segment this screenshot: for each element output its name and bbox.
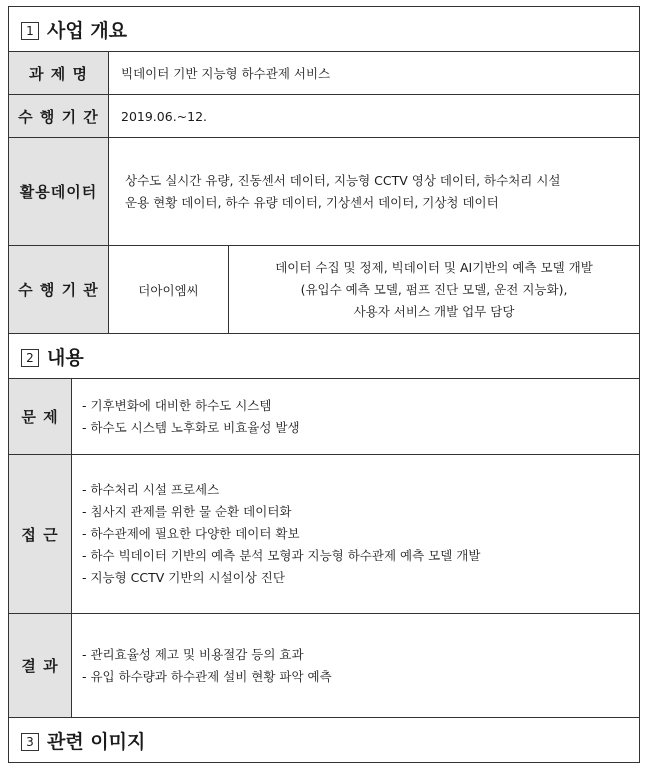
- approach-list: [72, 479, 639, 589]
- section-overview-title: 사업 개요: [47, 19, 128, 42]
- section-number-2: 2: [21, 349, 39, 367]
- org-label: 수 행 기 관: [9, 246, 109, 334]
- section-images-header: [9, 718, 640, 763]
- approach-value: [72, 455, 640, 614]
- section-images-title: 관련 이미지: [47, 730, 146, 753]
- data-used-line: 상수도 실시간 유량, 진동센서 데이터, 지능형 CCTV 영상 데이터, 하수처리 시설: [125, 172, 561, 188]
- org-role-line: (유입수 예측 모델, 펌프 진단 모델, 운전 지능화),: [300, 281, 568, 297]
- list-item: - 침사지 관제를 위한 물 순환 데이터화: [82, 501, 639, 523]
- org-role: [229, 246, 640, 334]
- list-item: - 하수도 시스템 노후화로 비효율성 발생: [82, 417, 639, 439]
- data-used-value: [109, 138, 640, 246]
- result-label: 결 과: [9, 614, 72, 718]
- list-item: - 하수처리 시설 프로세스: [82, 479, 639, 501]
- org-name: 더아이엠씨: [109, 246, 229, 334]
- list-item: - 지능형 CCTV 기반의 시설이상 진단: [82, 567, 639, 589]
- period-label: 수 행 기 간: [9, 95, 109, 138]
- project-name-label: 과 제 명: [9, 52, 109, 95]
- problem-value: [72, 379, 640, 455]
- section-content-title: 내용: [47, 346, 84, 369]
- data-used-line: 운용 현황 데이터, 하수 유량 데이터, 기상센서 데이터, 기상청 데이터: [125, 194, 499, 210]
- project-content-table: [8, 333, 640, 763]
- org-role-line: 데이터 수집 및 정제, 빅데이터 및 AI기반의 예측 모델 개발: [275, 259, 593, 275]
- approach-label: 접 근: [9, 455, 72, 614]
- problem-list: [72, 395, 639, 439]
- section-number-1: 1: [21, 22, 39, 40]
- result-list: [72, 644, 639, 688]
- result-value: [72, 614, 640, 718]
- project-name-value: 빅데이터 기반 지능형 하수관제 서비스: [109, 52, 640, 95]
- list-item: - 유입 하수량과 하수관제 설비 현황 파악 예측: [82, 666, 639, 688]
- section-overview-header: [9, 7, 640, 52]
- data-used-label: 활용데이터: [9, 138, 109, 246]
- project-overview-table: [8, 6, 640, 334]
- list-item: - 하수 빅데이터 기반의 예측 분석 모형과 지능형 하수관제 예측 모델 개발: [82, 545, 639, 567]
- project-summary-document: [8, 6, 639, 763]
- problem-label: 문 제: [9, 379, 72, 455]
- list-item: - 기후변화에 대비한 하수도 시스템: [82, 395, 639, 417]
- period-value: 2019.06.~12.: [109, 95, 640, 138]
- list-item: - 관리효율성 제고 및 비용절감 등의 효과: [82, 644, 639, 666]
- list-item: - 하수관제에 필요한 다양한 데이터 확보: [82, 523, 639, 545]
- section-content-header: [9, 334, 640, 379]
- section-number-3: 3: [21, 733, 39, 751]
- org-role-line: 사용자 서비스 개발 업무 담당: [353, 303, 515, 319]
